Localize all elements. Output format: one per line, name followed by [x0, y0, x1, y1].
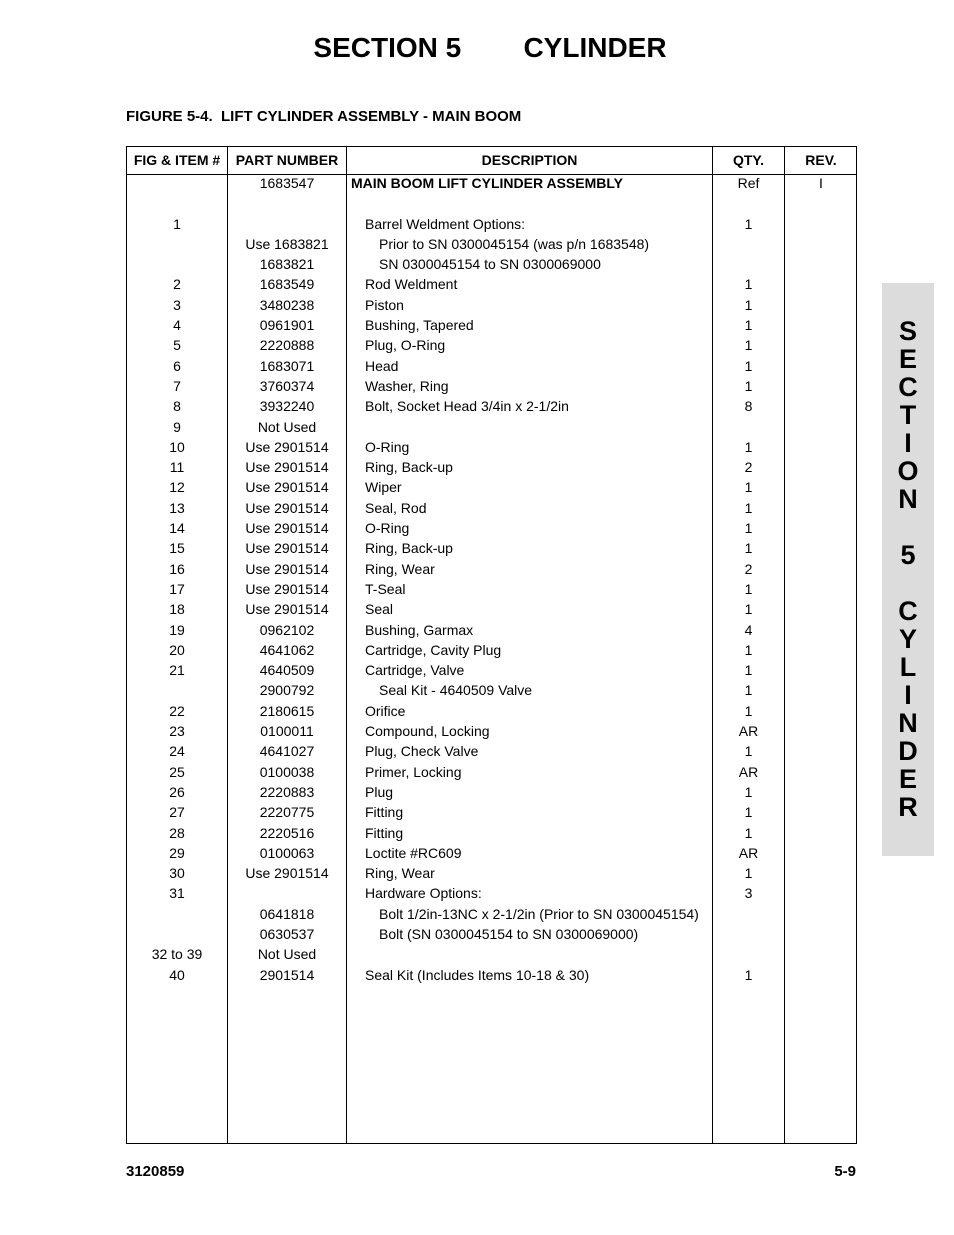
table-row	[127, 763, 856, 783]
quantity: 2	[744, 459, 753, 476]
item-number: 9	[173, 418, 181, 435]
item-number: 29	[169, 844, 185, 861]
section-tab-letter	[882, 569, 934, 597]
quantity: 1	[744, 540, 753, 557]
section-tab-letters	[882, 317, 934, 821]
item-number: 14	[169, 520, 185, 537]
quantity: 4	[744, 621, 753, 638]
item-number: 5	[173, 337, 181, 354]
quantity: AR	[738, 844, 759, 861]
table-row	[127, 357, 856, 377]
table-row	[127, 438, 856, 458]
description: Bolt, Socket Head 3/4in x 2-1/2in	[365, 398, 569, 415]
quantity: 1	[744, 276, 753, 293]
description: Orifice	[365, 702, 406, 719]
quantity: 1	[744, 682, 753, 699]
table-row	[127, 966, 856, 986]
part-number: Use 2901514	[245, 459, 329, 476]
table-row	[127, 621, 856, 641]
part-number: 0961901	[259, 317, 315, 334]
description: Cartridge, Cavity Plug	[365, 641, 502, 658]
part-number: Not Used	[257, 946, 317, 963]
section-tab-letter: N	[898, 484, 918, 514]
table-row	[127, 803, 856, 823]
section-tab	[882, 283, 934, 856]
description: T-Seal	[365, 580, 406, 597]
description: Ring, Back-up	[365, 459, 453, 476]
table-row	[127, 742, 856, 762]
item-number: 12	[169, 479, 185, 496]
quantity: 1	[744, 743, 753, 760]
part-number: 2901514	[259, 966, 315, 983]
description: Seal, Rod	[365, 499, 427, 516]
description: Barrel Weldment Options:	[365, 215, 526, 232]
figure-title: FIGURE 5-4. LIFT CYLINDER ASSEMBLY - MAIN BOOM	[126, 108, 522, 125]
section-tab-letter: T	[899, 400, 917, 430]
description: Bolt 1/2in-13NC x 2-1/2in (Prior to SN 0300045154)	[379, 905, 699, 922]
part-number: Use 2901514	[245, 479, 329, 496]
section-tab-letter: N	[898, 708, 918, 738]
description: Piston	[365, 296, 404, 313]
table-row	[127, 560, 856, 580]
quantity: 1	[744, 337, 753, 354]
table-row	[127, 864, 856, 884]
table-body	[127, 174, 856, 986]
description: Primer, Locking	[365, 763, 462, 780]
table-row	[127, 600, 856, 620]
description: Head	[365, 357, 399, 374]
description: Ring, Wear	[365, 560, 435, 577]
table-row	[127, 275, 856, 295]
part-number: 3932240	[259, 398, 315, 415]
section-tab-letter	[882, 513, 934, 541]
item-number: 4	[173, 317, 181, 334]
quantity: Ref	[737, 175, 760, 191]
description: Bolt (SN 0300045154 to SN 0300069000)	[379, 925, 639, 942]
table-row	[127, 235, 856, 255]
section-tab-letter: E	[898, 764, 917, 794]
section-tab-letter: L	[899, 652, 917, 682]
item-number: 31	[169, 885, 185, 902]
description: Plug	[365, 783, 394, 800]
part-number: Not Used	[257, 418, 317, 435]
part-number: 2220516	[259, 824, 315, 841]
table-row	[127, 519, 856, 539]
section-tab-letter: D	[898, 736, 918, 766]
part-number: Use 1683821	[245, 235, 329, 252]
part-number: Use 2901514	[245, 601, 329, 618]
part-number: Use 2901514	[245, 580, 329, 597]
table-row	[127, 945, 856, 965]
header-fig-item: FIG & ITEM #	[133, 152, 221, 168]
quantity: 1	[744, 317, 753, 334]
description: Bushing, Garmax	[365, 621, 474, 638]
item-number: 32 to 39	[151, 946, 203, 963]
item-number: 30	[169, 865, 185, 882]
quantity: 1	[744, 215, 753, 232]
description: Fitting	[365, 824, 404, 841]
description: Rod Weldment	[365, 276, 458, 293]
description: O-Ring	[365, 438, 410, 455]
part-number: 2220775	[259, 804, 315, 821]
item-number: 17	[169, 580, 185, 597]
table-row	[127, 296, 856, 316]
table-row	[127, 539, 856, 559]
part-number: 0641818	[259, 905, 315, 922]
description: Bushing, Tapered	[365, 317, 474, 334]
table-row	[127, 580, 856, 600]
part-number: 0100063	[259, 844, 315, 861]
part-number: 1683549	[259, 276, 315, 293]
description: Prior to SN 0300045154 (was p/n 1683548)	[379, 235, 650, 252]
item-number: 21	[169, 662, 185, 679]
part-number: 2900792	[259, 682, 315, 699]
description: Wiper	[365, 479, 402, 496]
item-number: 11	[169, 459, 185, 476]
part-number: 4640509	[259, 662, 315, 679]
quantity: 1	[744, 865, 753, 882]
section-tab-letter: C	[898, 372, 918, 402]
part-number: 2180615	[259, 702, 315, 719]
table-row	[127, 661, 856, 681]
part-number: Use 2901514	[245, 540, 329, 557]
item-number: 16	[169, 560, 185, 577]
item-number: 8	[173, 398, 181, 415]
table-row	[127, 783, 856, 803]
part-number: Use 2901514	[245, 560, 329, 577]
quantity: 1	[744, 966, 753, 983]
item-number: 13	[169, 499, 185, 516]
part-number: Use 2901514	[245, 438, 329, 455]
item-number: 20	[169, 641, 185, 658]
table-row	[127, 722, 856, 742]
part-number: Use 2901514	[245, 499, 329, 516]
section-tab-letter: C	[898, 596, 918, 626]
quantity: 1	[744, 438, 753, 455]
part-number: 4641027	[259, 743, 315, 760]
description: Loctite #RC609	[365, 844, 462, 861]
table-row	[127, 702, 856, 722]
quantity: 1	[744, 824, 753, 841]
table-row	[127, 336, 856, 356]
table-row	[127, 215, 856, 235]
section-tab-letter: Y	[898, 624, 917, 654]
item-number: 40	[169, 966, 185, 983]
description: Hardware Options:	[365, 885, 482, 902]
description: SN 0300045154 to SN 0300069000	[379, 256, 601, 273]
quantity: 1	[744, 499, 753, 516]
table-row	[127, 377, 856, 397]
part-number: 2220888	[259, 337, 315, 354]
item-number: 24	[169, 743, 185, 760]
description: Plug, O-Ring	[365, 337, 446, 354]
item-number: 15	[169, 540, 185, 557]
part-number: 1683071	[259, 357, 315, 374]
parts-table	[126, 146, 857, 1144]
table-row	[127, 844, 856, 864]
quantity: 3	[744, 885, 753, 902]
table-row	[127, 478, 856, 498]
description: Seal Kit (Includes Items 10-18 & 30)	[365, 966, 590, 983]
quantity: 1	[744, 601, 753, 618]
quantity: 1	[744, 783, 753, 800]
description: Plug, Check Valve	[365, 743, 479, 760]
part-number: 4641062	[259, 641, 315, 658]
revision: I	[819, 175, 823, 191]
part-number: 3480238	[259, 296, 315, 313]
table-row	[127, 499, 856, 519]
section-tab-letter: E	[898, 344, 917, 374]
quantity: 1	[744, 296, 753, 313]
item-number: 1	[173, 215, 181, 232]
part-number: 0962102	[259, 621, 315, 638]
quantity: 1	[744, 479, 753, 496]
section-tab-letter: I	[904, 428, 912, 458]
section-tab-letter: R	[898, 792, 918, 822]
part-number: 3760374	[259, 377, 315, 394]
item-number: 3	[173, 296, 181, 313]
quantity: 1	[744, 580, 753, 597]
table-row	[127, 905, 856, 925]
quantity: 1	[744, 377, 753, 394]
part-number: 1683547	[259, 175, 315, 191]
table-row	[127, 681, 856, 701]
part-number: Use 2901514	[245, 865, 329, 882]
table-row	[127, 397, 856, 417]
table-row	[127, 925, 856, 945]
quantity: 1	[744, 520, 753, 537]
quantity: AR	[738, 763, 759, 780]
item-number: 6	[173, 357, 181, 374]
table-row	[127, 316, 856, 336]
part-number: 2220883	[259, 783, 315, 800]
item-number: 19	[169, 621, 185, 638]
quantity: AR	[738, 723, 759, 740]
header-description: DESCRIPTION	[481, 152, 578, 168]
item-number: 25	[169, 763, 185, 780]
description: Compound, Locking	[365, 723, 490, 740]
section-tab-letter: 5	[900, 540, 916, 570]
part-number: 0630537	[259, 925, 315, 942]
header-part-number: PART NUMBER	[235, 152, 339, 168]
item-number: 18	[169, 601, 185, 618]
description: Washer, Ring	[365, 377, 449, 394]
description: Cartridge, Valve	[365, 662, 465, 679]
description: Seal	[365, 601, 394, 618]
table-row	[127, 174, 856, 194]
item-number: 27	[169, 804, 185, 821]
quantity: 1	[744, 702, 753, 719]
description: Ring, Back-up	[365, 540, 453, 557]
part-number: 0100011	[260, 723, 314, 740]
quantity: 1	[744, 662, 753, 679]
description: MAIN BOOM LIFT CYLINDER ASSEMBLY	[351, 175, 623, 191]
doc-number: 3120859	[126, 1163, 185, 1180]
table-row	[127, 824, 856, 844]
part-number: 1683821	[259, 256, 315, 273]
header-qty: QTY.	[732, 152, 765, 168]
section-tab-letter: S	[898, 316, 917, 346]
part-number: Use 2901514	[245, 520, 329, 537]
table-row	[127, 255, 856, 275]
item-number: 23	[169, 723, 185, 740]
section-tab-letter: I	[904, 680, 912, 710]
item-number: 28	[169, 824, 185, 841]
page-title: SECTION 5 CYLINDER	[313, 32, 667, 63]
quantity: 8	[744, 398, 753, 415]
table-row	[127, 641, 856, 661]
header-rev: REV.	[805, 152, 837, 168]
description: O-Ring	[365, 520, 410, 537]
part-number: 0100038	[259, 763, 315, 780]
item-number: 26	[169, 783, 185, 800]
quantity: 1	[744, 804, 753, 821]
description: Fitting	[365, 804, 404, 821]
quantity: 1	[744, 357, 753, 374]
item-number: 10	[169, 438, 185, 455]
table-row	[127, 458, 856, 478]
page-number: 5-9	[834, 1163, 856, 1180]
table-row	[127, 194, 856, 214]
item-number: 2	[173, 276, 181, 293]
section-tab-letter: O	[897, 456, 919, 486]
quantity: 2	[744, 560, 753, 577]
description: Ring, Wear	[365, 865, 435, 882]
quantity: 1	[744, 641, 753, 658]
item-number: 7	[173, 377, 181, 394]
table-row	[127, 884, 856, 904]
table-row	[127, 418, 856, 438]
description: Seal Kit - 4640509 Valve	[379, 682, 533, 699]
item-number: 22	[169, 702, 185, 719]
